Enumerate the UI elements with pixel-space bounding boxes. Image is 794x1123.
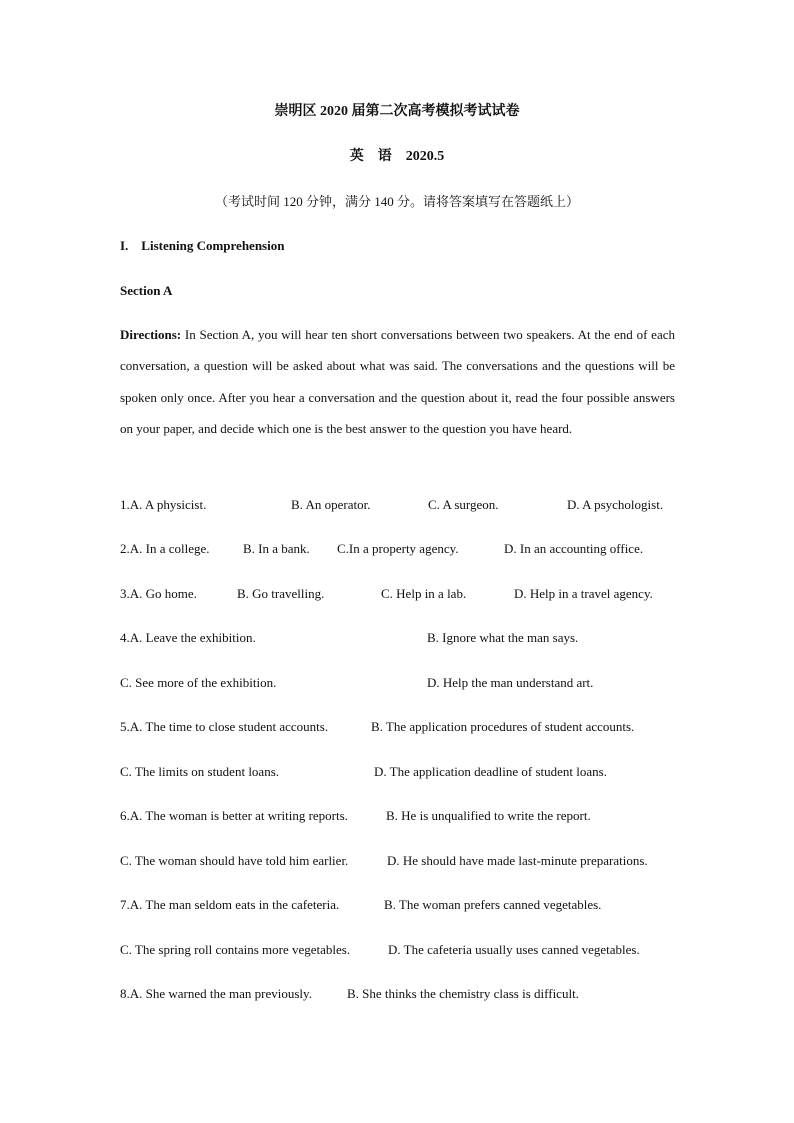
q1-option-a: 1.A. A physicist. [120,497,207,512]
q7-option-b: B. The woman prefers canned vegetables. [384,897,602,912]
q3-option-b: B. Go travelling. [237,586,325,601]
q8-option-a: 8.A. She warned the man previously. [120,986,312,1001]
part-heading: I. Listening Comprehension [120,238,285,253]
q2-option-d: D. In an accounting office. [504,541,644,556]
exam-note: （考试时间 120 分钟，满分 140 分。请将答案填写在答题纸上） [214,194,579,209]
q7-option-c: C. The spring roll contains more vegetables. [120,942,351,957]
q5-option-d: D. The application deadline of student loans. [374,764,607,779]
q1-option-c: C. A surgeon. [428,497,499,512]
q6-option-d: D. He should have made last-minute preparations. [387,853,648,868]
q5-option-b: B. The application procedures of student accounts. [371,719,635,734]
q2-option-b: B. In a bank. [243,541,310,556]
directions-label: Directions: [120,327,182,342]
q3-option-a: 3.A. Go home. [120,586,197,601]
q4-option-a: 4.A. Leave the exhibition. [120,630,256,645]
directions-text: In Section A, you will hear ten short conversations between two speakers. At the end of each conversation, a question will be asked about what was said. The conversations and the questions will be spoken only once. After you hear a conversation and the question about it, read the four possible answers on your paper, and decide which one is the best answer to the question you have heard. [120,327,675,436]
q6-option-a: 6.A. The woman is better at writing reports. [120,808,348,823]
q7-option-d: D. The cafeteria usually uses canned vegetables. [388,942,640,957]
q2-option-a: 2.A. In a college. [120,541,210,556]
q5-option-c: C. The limits on student loans. [120,764,280,779]
q6-option-b: B. He is unqualified to write the report. [386,808,591,823]
q5-option-a: 5.A. The time to close student accounts. [120,719,329,734]
q4-option-b: B. Ignore what the man says. [427,630,579,645]
q4-option-c: C. See more of the exhibition. [120,675,277,690]
q2-option-c: C.In a property agency. [337,541,459,556]
q3-option-d: D. Help in a travel agency. [514,586,653,601]
q1-option-d: D. A psychologist. [567,497,664,512]
q8-option-b: B. She thinks the chemistry class is difficult. [347,986,579,1001]
q6-option-c: C. The woman should have told him earlier. [120,853,349,868]
q7-option-a: 7.A. The man seldom eats in the cafeteria. [120,897,340,912]
q1-option-b: B. An operator. [291,497,371,512]
subject-line: 英 语 2020.5 [349,149,445,164]
q3-option-c: C. Help in a lab. [381,586,467,601]
section-heading: Section A [120,283,173,298]
directions-paragraph [120,319,675,444]
exam-title: 崇明区 2020 届第二次高考模拟考试试卷 [274,104,520,119]
q4-option-d: D. Help the man understand art. [427,675,594,690]
